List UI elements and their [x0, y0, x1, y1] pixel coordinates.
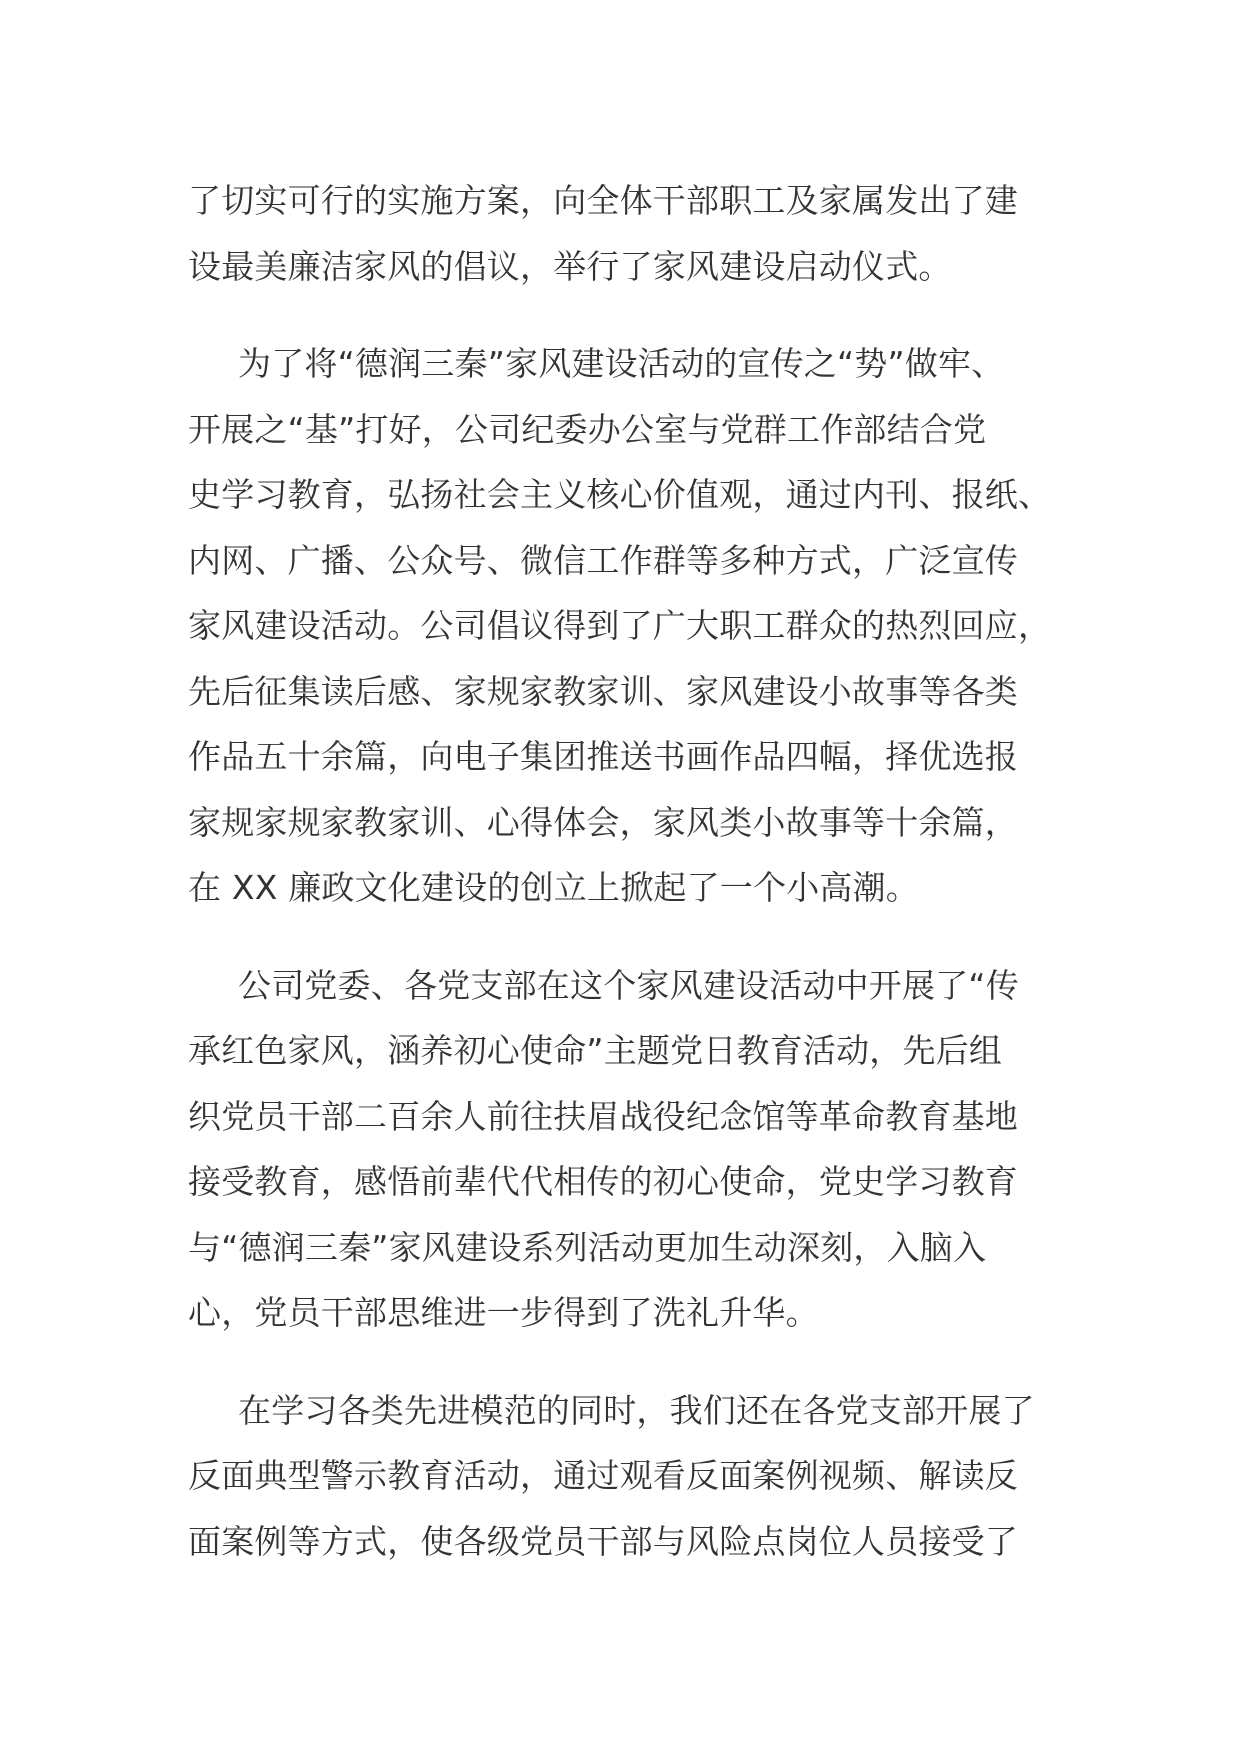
text-line: 公司党委、各党支部在这个家风建设活动中开展了“传	[238, 965, 1019, 1005]
text-line: 内网、广播、公众号、微信工作群等多种方式，广泛宣传	[188, 540, 1018, 580]
text-line: 在学习各类先进模范的同时，我们还在各党支部开展了	[238, 1390, 1035, 1430]
text-line: 设最美廉洁家风的倡议，举行了家风建设启动仪式。	[188, 246, 952, 286]
text-line: 与“德润三秦”家风建设系列活动更加生动深刻，入脑入	[188, 1227, 987, 1267]
text-line: 史学习教育，弘扬社会主义核心价值观，通过内刊、报纸、	[188, 475, 1052, 514]
paragraph	[188, 1378, 1068, 1575]
document-body	[188, 168, 1068, 1606]
text-line: 织党员干部二百余人前往扶眉战役纪念馆等革命教育基地	[188, 1096, 1018, 1136]
paragraph	[188, 953, 1068, 1346]
text-line: 在 XX 廉政文化建设的创立上掀起了一个小高潮。	[188, 868, 919, 907]
text-line: 面案例等方式，使各级党员干部与风险点岗位人员接受了	[188, 1521, 1018, 1561]
text-line: 接受教育，感悟前辈代代相传的初心使命，党史学习教育	[188, 1162, 1018, 1201]
text-line: 作品五十余篇，向电子集团推送书画作品四幅，择优选报	[188, 737, 1018, 776]
paragraph	[188, 168, 1068, 299]
text-line: 为了将“德润三秦”家风建设活动的宣传之“势”做牢、	[238, 344, 1005, 383]
text-line: 反面典型警示教育活动，通过观看反面案例视频、解读反	[188, 1456, 1018, 1495]
text-line: 开展之“基”打好，公司纪委办公室与党群工作部结合党	[188, 409, 987, 449]
text-line: 家风建设活动。公司倡议得到了广大职工群众的热烈回应，	[188, 606, 1052, 645]
text-line: 家规家规家教家训、心得体会，家风类小故事等十余篇，	[188, 802, 1018, 842]
text-line: 先后征集读后感、家规家教家训、家风建设小故事等各类	[188, 671, 1018, 711]
text-line: 承红色家风，涵养初心使命”主题党日教育活动，先后组	[188, 1031, 1003, 1070]
paragraph	[188, 331, 1068, 921]
text-line: 了切实可行的实施方案，向全体干部职工及家属发出了建	[188, 181, 1018, 220]
text-line: 心，党员干部思维进一步得到了洗礼升华。	[188, 1293, 819, 1332]
